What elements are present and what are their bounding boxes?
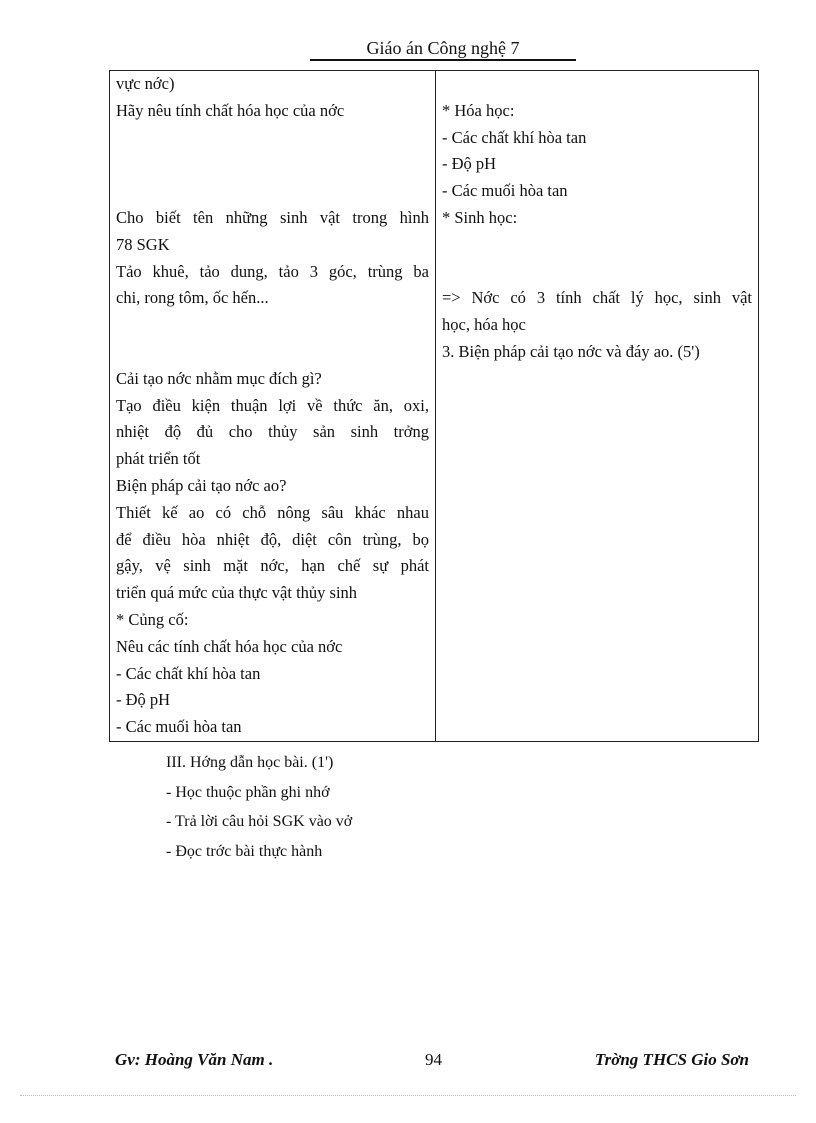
left-line: Hãy nêu tính chất hóa học của nớc xyxy=(116,100,345,120)
right-line: - Các chất khí hòa tan xyxy=(442,127,587,147)
left-line: Tạo điều kiện thuận lợi về thức ăn, oxi, xyxy=(116,395,429,415)
right-line: => Nớc có 3 tính chất lý học, sinh vật xyxy=(442,288,752,308)
right-line: * Sinh học: xyxy=(442,207,518,227)
homework-item: - Trả lời câu hỏi SGK vào vở xyxy=(166,813,353,830)
header-underline xyxy=(310,59,576,61)
right-line: - Các muối hòa tan xyxy=(442,181,568,201)
page-footer xyxy=(115,1050,749,1074)
homework-item: - Học thuộc phần ghi nhớ xyxy=(166,783,330,801)
page-header xyxy=(310,38,576,59)
left-line: 78 SGK xyxy=(116,234,170,254)
left-line: để điều hòa nhiệt độ, diệt côn trùng, bọ xyxy=(116,529,429,549)
page-number: 94 xyxy=(425,1050,442,1069)
left-line: Tảo khuê, tảo dung, tảo 3 góc, trùng ba xyxy=(116,261,429,281)
left-line xyxy=(110,339,435,366)
left-line: * Củng cố: xyxy=(116,609,189,629)
left-line xyxy=(110,178,435,205)
right-line: 3. Biện pháp cải tạo nớc và đáy ao. (5') xyxy=(442,341,700,361)
document-title: Giáo án Công nghệ 7 xyxy=(366,38,520,58)
left-line: - Độ pH xyxy=(116,690,171,710)
left-line: Thiết kế ao có chỗ nông sâu khác nhau xyxy=(116,502,429,522)
left-line: - Các chất khí hòa tan xyxy=(116,663,261,683)
right-line: * Hóa học: xyxy=(442,100,515,120)
left-line: gậy, vệ sinh mặt nớc, hạn chế sự phát xyxy=(116,556,429,576)
right-line xyxy=(436,71,758,98)
homework-section xyxy=(166,748,352,866)
homework-item: - Đọc trớc bài thực hành xyxy=(166,842,323,860)
left-line: vực nớc) xyxy=(116,74,175,93)
right-line: học, hóa học xyxy=(442,315,526,335)
table-row xyxy=(110,71,759,742)
right-line xyxy=(436,259,758,286)
left-line: phát triển tốt xyxy=(116,449,201,469)
left-line xyxy=(110,151,435,178)
left-line: Cho biết tên những sinh vật trong hình xyxy=(116,207,429,227)
left-line xyxy=(110,125,435,152)
left-line: Biện pháp cải tạo nớc ao? xyxy=(116,475,287,495)
right-column xyxy=(436,71,759,742)
lesson-table xyxy=(109,70,759,742)
right-line: - Độ pH xyxy=(442,154,497,174)
left-line xyxy=(110,312,435,339)
left-line: Cải tạo nớc nhằm mục đích gì? xyxy=(116,368,322,388)
left-line: triển quá mức của thực vật thủy sinh xyxy=(116,583,358,603)
left-line: nhiệt độ đủ cho thủy sản sinh trởng xyxy=(116,422,429,442)
left-column xyxy=(110,71,436,742)
left-line: chi, rong tôm, ốc hến... xyxy=(116,288,269,308)
page-bottom-divider xyxy=(20,1095,796,1096)
right-line xyxy=(436,232,758,259)
teacher-name: Gv: Hoàng Văn Nam . xyxy=(115,1050,274,1069)
left-line: Nêu các tính chất hóa học của nớc xyxy=(116,636,343,656)
school-name: Trờng THCS Gio Sơn xyxy=(594,1050,749,1069)
homework-heading: III. Hớng dẫn học bài. (1') xyxy=(166,754,334,771)
left-line: - Các muối hòa tan xyxy=(116,717,242,737)
